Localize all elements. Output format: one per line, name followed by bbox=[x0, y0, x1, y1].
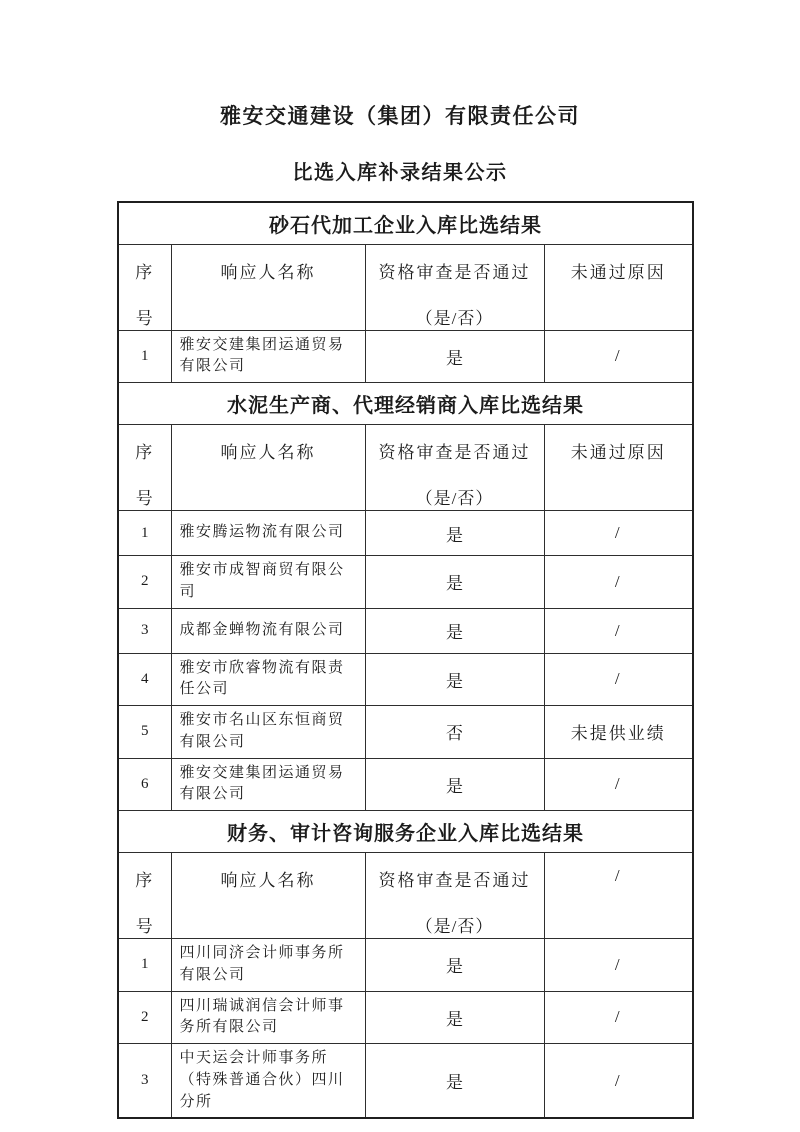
fail-reason: 未提供业绩 bbox=[544, 706, 693, 759]
table-row bbox=[118, 758, 693, 811]
fail-reason: / bbox=[544, 939, 693, 992]
table-row bbox=[118, 991, 693, 1044]
qualification-result: 是 bbox=[365, 330, 544, 383]
qualification-result: 是 bbox=[365, 653, 544, 706]
col-header-no-line2: 号 bbox=[135, 489, 154, 508]
col-header-qualify bbox=[365, 425, 544, 511]
section-1-header-row bbox=[118, 244, 693, 330]
respondent-name: 雅安市名山区东恒商贸有限公司 bbox=[171, 706, 365, 759]
fail-reason: / bbox=[544, 653, 693, 706]
col-header-qualify bbox=[365, 244, 544, 330]
qualification-result: 是 bbox=[365, 556, 544, 609]
col-header-no bbox=[118, 244, 171, 330]
respondent-name: 雅安市欣睿物流有限责任公司 bbox=[171, 653, 365, 706]
col-header-reason: 未通过原因 bbox=[544, 244, 693, 330]
col-header-no-line1: 序 bbox=[135, 443, 155, 462]
respondent-name: 成都金蝉物流有限公司 bbox=[171, 608, 365, 653]
section-1-title-row bbox=[118, 202, 693, 244]
row-number: 1 bbox=[118, 511, 171, 556]
col-header-reason: / bbox=[544, 853, 693, 939]
col-header-no-line2: 号 bbox=[135, 917, 154, 936]
row-number: 1 bbox=[118, 330, 171, 383]
respondent-name: 雅安腾运物流有限公司 bbox=[171, 511, 365, 556]
section-3-title: 财务、审计咨询服务企业入库比选结果 bbox=[118, 811, 693, 853]
row-number: 3 bbox=[118, 1044, 171, 1119]
document-subtitle: 比选入库补录结果公示 bbox=[292, 162, 508, 184]
table-row bbox=[118, 330, 693, 383]
respondent-name: 雅安交建集团运通贸易有限公司 bbox=[171, 758, 365, 811]
col-header-qualify-line2: （是/否） bbox=[415, 308, 494, 328]
col-header-no-line2: 号 bbox=[135, 308, 154, 328]
section-1-title: 砂石代加工企业入库比选结果 bbox=[118, 202, 693, 244]
fail-reason: / bbox=[544, 758, 693, 811]
row-number: 2 bbox=[118, 556, 171, 609]
table-row bbox=[118, 1044, 693, 1119]
row-number: 4 bbox=[118, 653, 171, 706]
row-number: 5 bbox=[118, 706, 171, 759]
row-number: 2 bbox=[118, 991, 171, 1044]
table-row bbox=[118, 653, 693, 706]
results-table-container bbox=[117, 201, 800, 1119]
col-header-name: 响应人名称 bbox=[171, 853, 365, 939]
fail-reason: / bbox=[544, 511, 693, 556]
respondent-name: 中天运会计师事务所（特殊普通合伙）四川分所 bbox=[171, 1044, 365, 1119]
col-header-qualify-line1: 资格审查是否通过 bbox=[378, 262, 531, 282]
col-header-no-line1: 序 bbox=[135, 262, 155, 282]
document-title: 雅安交通建设（集团）有限责任公司 bbox=[220, 105, 580, 128]
section-3-title-row bbox=[118, 811, 693, 853]
qualification-result: 是 bbox=[365, 1044, 544, 1119]
col-header-qualify-line1: 资格审查是否通过 bbox=[378, 443, 531, 462]
col-header-name: 响应人名称 bbox=[171, 244, 365, 330]
respondent-name: 四川瑞诚润信会计师事务所有限公司 bbox=[171, 991, 365, 1044]
table-row bbox=[118, 608, 693, 653]
col-header-qualify-line2: （是/否） bbox=[415, 489, 494, 508]
section-3-header-row bbox=[118, 853, 693, 939]
col-header-name: 响应人名称 bbox=[171, 425, 365, 511]
qualification-result: 是 bbox=[365, 608, 544, 653]
results-table bbox=[117, 201, 694, 1119]
table-row bbox=[118, 511, 693, 556]
respondent-name: 四川同济会计师事务所有限公司 bbox=[171, 939, 365, 992]
row-number: 6 bbox=[118, 758, 171, 811]
section-2-title-row bbox=[118, 383, 693, 425]
col-header-no bbox=[118, 853, 171, 939]
col-header-no bbox=[118, 425, 171, 511]
qualification-result: 是 bbox=[365, 991, 544, 1044]
row-number: 3 bbox=[118, 608, 171, 653]
fail-reason: / bbox=[544, 608, 693, 653]
col-header-qualify-line1: 资格审查是否通过 bbox=[378, 871, 531, 890]
table-row bbox=[118, 939, 693, 992]
qualification-result: 是 bbox=[365, 939, 544, 992]
qualification-result: 否 bbox=[365, 706, 544, 759]
qualification-result: 是 bbox=[365, 511, 544, 556]
col-header-qualify-line2: （是/否） bbox=[415, 917, 494, 936]
respondent-name: 雅安市成智商贸有限公司 bbox=[171, 556, 365, 609]
fail-reason: / bbox=[544, 556, 693, 609]
col-header-reason: 未通过原因 bbox=[544, 425, 693, 511]
fail-reason: / bbox=[544, 330, 693, 383]
fail-reason: / bbox=[544, 1044, 693, 1119]
row-number: 1 bbox=[118, 939, 171, 992]
qualification-result: 是 bbox=[365, 758, 544, 811]
table-row bbox=[118, 706, 693, 759]
respondent-name: 雅安交建集团运通贸易有限公司 bbox=[171, 330, 365, 383]
fail-reason: / bbox=[544, 991, 693, 1044]
col-header-qualify bbox=[365, 853, 544, 939]
section-2-title: 水泥生产商、代理经销商入库比选结果 bbox=[118, 383, 693, 425]
col-header-no-line1: 序 bbox=[135, 871, 155, 890]
section-2-header-row bbox=[118, 425, 693, 511]
table-row bbox=[118, 556, 693, 609]
